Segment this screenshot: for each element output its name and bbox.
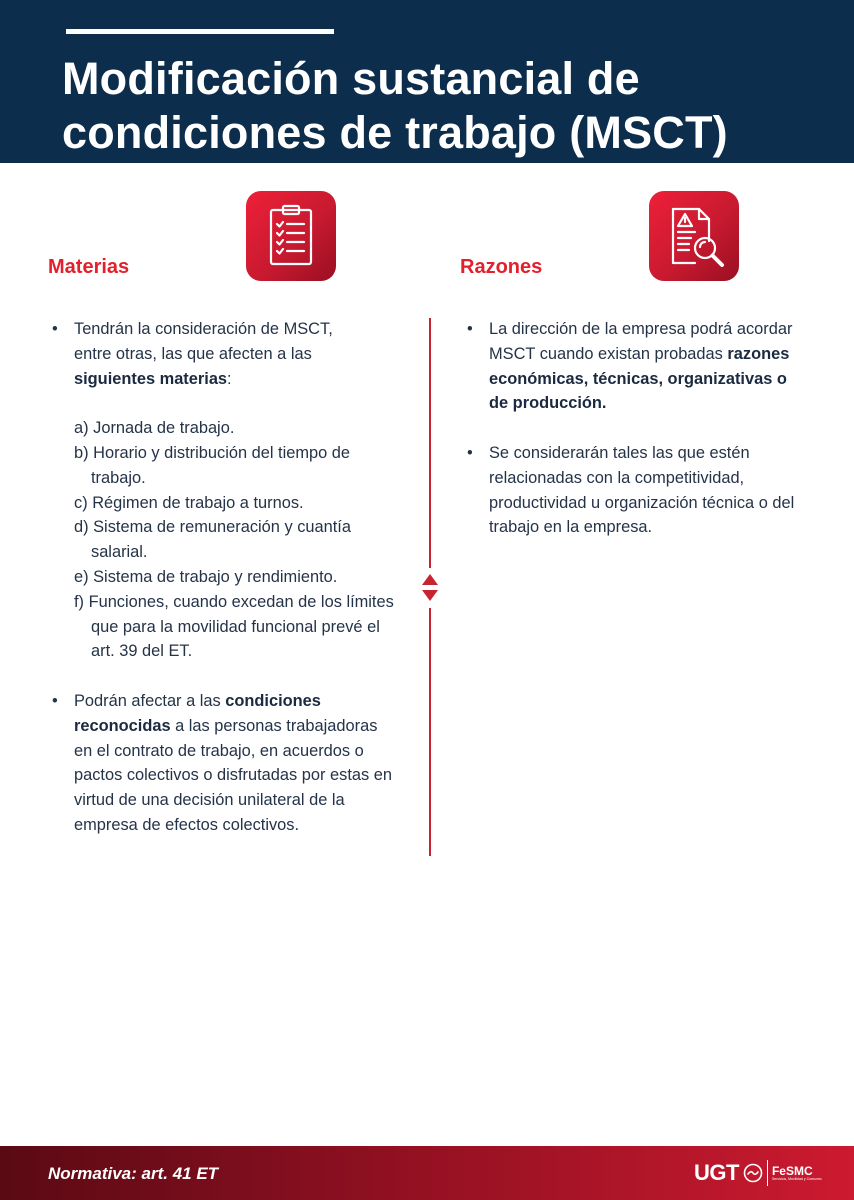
materias-bullet-1-bold: siguientes materias (74, 369, 228, 388)
materias-bullet-1 (46, 317, 406, 391)
razones-title: Razones (460, 256, 543, 278)
materias-bullet-2-post: a las personas trabajadoras en el contrato de trabajo, en acuerdos o pactos colectivos o disfrutadas por estas en virtud de una decisión unilateral de la empresa de efectos colectivos. (74, 716, 392, 834)
list-item: c) Régimen de trabajo a turnos. (74, 493, 304, 512)
bullet-dot: • (467, 443, 473, 462)
materias-bullet-2-pre: Podrán afectar a las (74, 691, 226, 710)
materias-bullet-2 (46, 689, 396, 838)
bullet-dot: • (467, 320, 473, 338)
up-down-arrows-icon (421, 574, 439, 602)
fesmc-logo-text: FeSMC (771, 1164, 813, 1178)
razones-column (461, 317, 806, 540)
column-divider-bottom (429, 608, 431, 856)
razones-bullet-2 (461, 441, 806, 540)
list-item: b) Horario y distribución del tiempo de trabajo. (74, 443, 351, 487)
page-title-line1: Modificación sustancial de (62, 53, 640, 104)
normativa-reference: Normativa: art. 41 ET (48, 1164, 219, 1183)
materias-column (46, 317, 406, 838)
razones-bullet-1 (461, 317, 806, 416)
clipboard-checklist-icon (246, 191, 336, 281)
fesmc-logo (772, 1165, 822, 1181)
razones-bullet-1-pre: La dirección de la empresa podrá acordar MSCT cuando existan probadas (489, 320, 793, 363)
bullet-dot: • (52, 691, 58, 710)
handshake-emblem-icon (743, 1163, 763, 1183)
materias-bullet-2-bold: condiciones reconocidas (74, 691, 321, 735)
header-banner (0, 0, 854, 163)
list-item: f) Funciones, cuando excedan de los límites que para la movilidad funcional prevé el art. 39 del ET. (74, 592, 394, 661)
list-item: d) Sistema de remuneración y cuantía salarial. (74, 518, 351, 562)
footer-bar (0, 1146, 854, 1200)
page-title-line2: condiciones de trabajo (MSCT) (62, 107, 728, 158)
materias-list (46, 416, 406, 664)
materias-bullet-1-line-b: entre otras, las que afecten a las (74, 344, 312, 363)
materias-title: Materias (48, 256, 130, 278)
razones-bullet-1-bold: razones económicas, técnicas, organizativas o de producción. (489, 344, 790, 413)
bullet-dot: • (52, 320, 58, 338)
document-warning-magnifier-icon (649, 191, 739, 281)
ugt-fesmc-logo (694, 1158, 822, 1188)
list-item: e) Sistema de trabajo y rendimiento. (74, 567, 338, 586)
page-title (62, 52, 822, 160)
materias-bullet-1-line-a: Tendrán la consideración de MSCT, (74, 320, 333, 338)
ugt-logo-text: UGT (694, 1160, 739, 1185)
header-rule (66, 29, 334, 34)
list-item: a) Jornada de trabajo. (74, 419, 235, 438)
column-divider-top (429, 318, 431, 568)
logo-separator (767, 1160, 768, 1186)
fesmc-tagline: Servicios, Movilidad y Consumo (771, 1177, 822, 1181)
materias-bullet-1-tail: : (227, 369, 232, 388)
razones-bullet-2-text: Se considerarán tales las que estén relacionadas con la competitividad, productividad u organización técnica o del trabajo en la empresa. (489, 443, 795, 537)
